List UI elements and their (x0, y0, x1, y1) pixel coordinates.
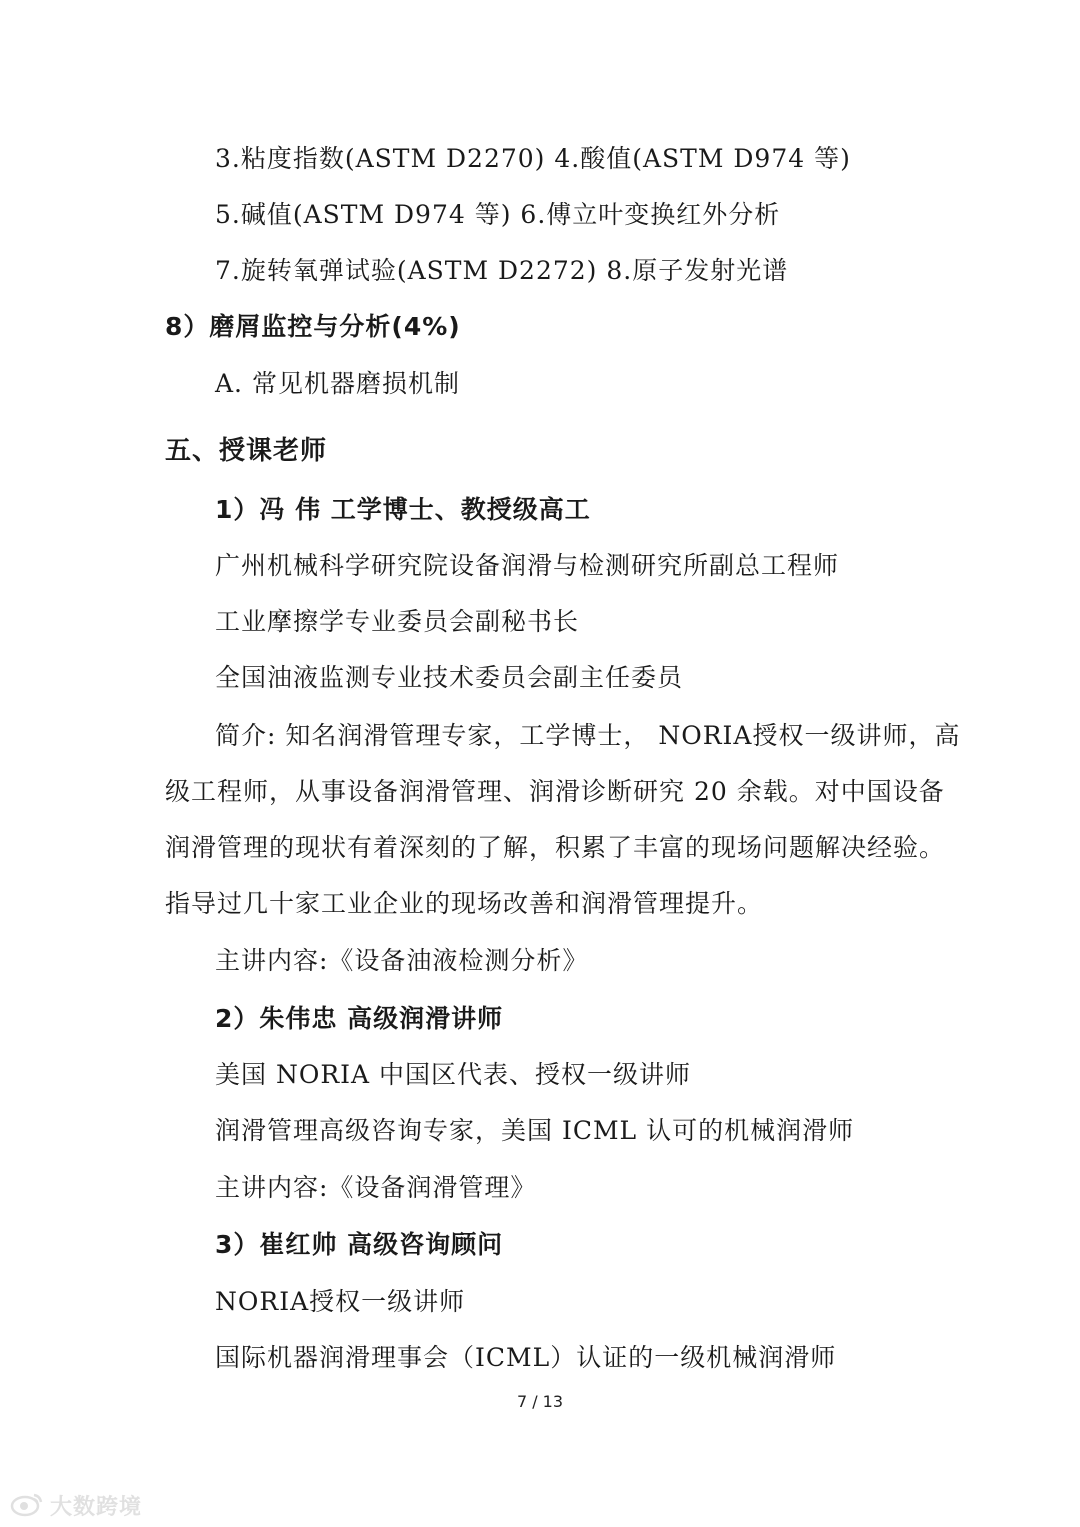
watermark (10, 1490, 142, 1521)
test-item-line: 5.碱值(ASTM D974 等) 6.傅立叶变换红外分析 (215, 200, 781, 229)
instructor-heading: 2）朱伟忠 高级润滑讲师 (215, 1004, 504, 1033)
lecture-topic-line: 主讲内容:《设备润滑管理》 (215, 1173, 537, 1202)
instructor-title-line: NORIA授权一级讲师 (215, 1287, 466, 1316)
list-item: A. 常见机器磨损机制 (215, 369, 460, 398)
instructor-title-line: 润滑管理高级咨询专家，美国 ICML 认可的机械润滑师 (215, 1116, 855, 1145)
instructor-heading: 3）崔红帅 高级咨询顾问 (215, 1230, 504, 1259)
test-item-line: 7.旋转氧弹试验(ASTM D2272) 8.原子发射光谱 (215, 256, 789, 285)
lecture-topic-line: 主讲内容:《设备油液检测分析》 (215, 946, 589, 975)
instructor-title-line: 工业摩擦学专业委员会副秘书长 (215, 607, 580, 636)
instructor-bio-line: 指导过几十家工业企业的现场改善和润滑管理提升。 (165, 889, 764, 918)
instructor-title-line: 国际机器润滑理事会（ICML）认证的一级机械润滑师 (215, 1343, 837, 1372)
test-item-line: 3.粘度指数(ASTM D2270) 4.酸值(ASTM D974 等) (215, 144, 851, 173)
instructor-bio-line: 级工程师，从事设备润滑管理、润滑诊断研究 20 余载。对中国设备 (165, 777, 945, 806)
instructor-bio-line: 简介: 知名润滑管理专家，工学博士， NORIA授权一级讲师，高 (215, 721, 961, 750)
instructor-title-line: 广州机械科学研究院设备润滑与检测研究所副总工程师 (215, 551, 840, 580)
section-heading: 五、授课老师 (165, 436, 328, 466)
instructor-title-line: 全国油液监测专业技术委员会副主任委员 (215, 663, 684, 692)
instructor-bio-line: 润滑管理的现状有着深刻的了解，积累了丰富的现场问题解决经验。 (165, 833, 946, 862)
instructor-heading: 1）冯 伟 工学博士、教授级高工 (215, 495, 591, 524)
subsection-heading: 8）磨屑监控与分析(4%) (165, 312, 461, 341)
instructor-title-line: 美国 NORIA 中国区代表、授权一级讲师 (215, 1060, 692, 1089)
watermark-text: 大数跨境 (50, 1495, 143, 1520)
weibo-eye-icon (10, 1491, 44, 1521)
page-number: 7 / 13 (516, 1392, 564, 1411)
